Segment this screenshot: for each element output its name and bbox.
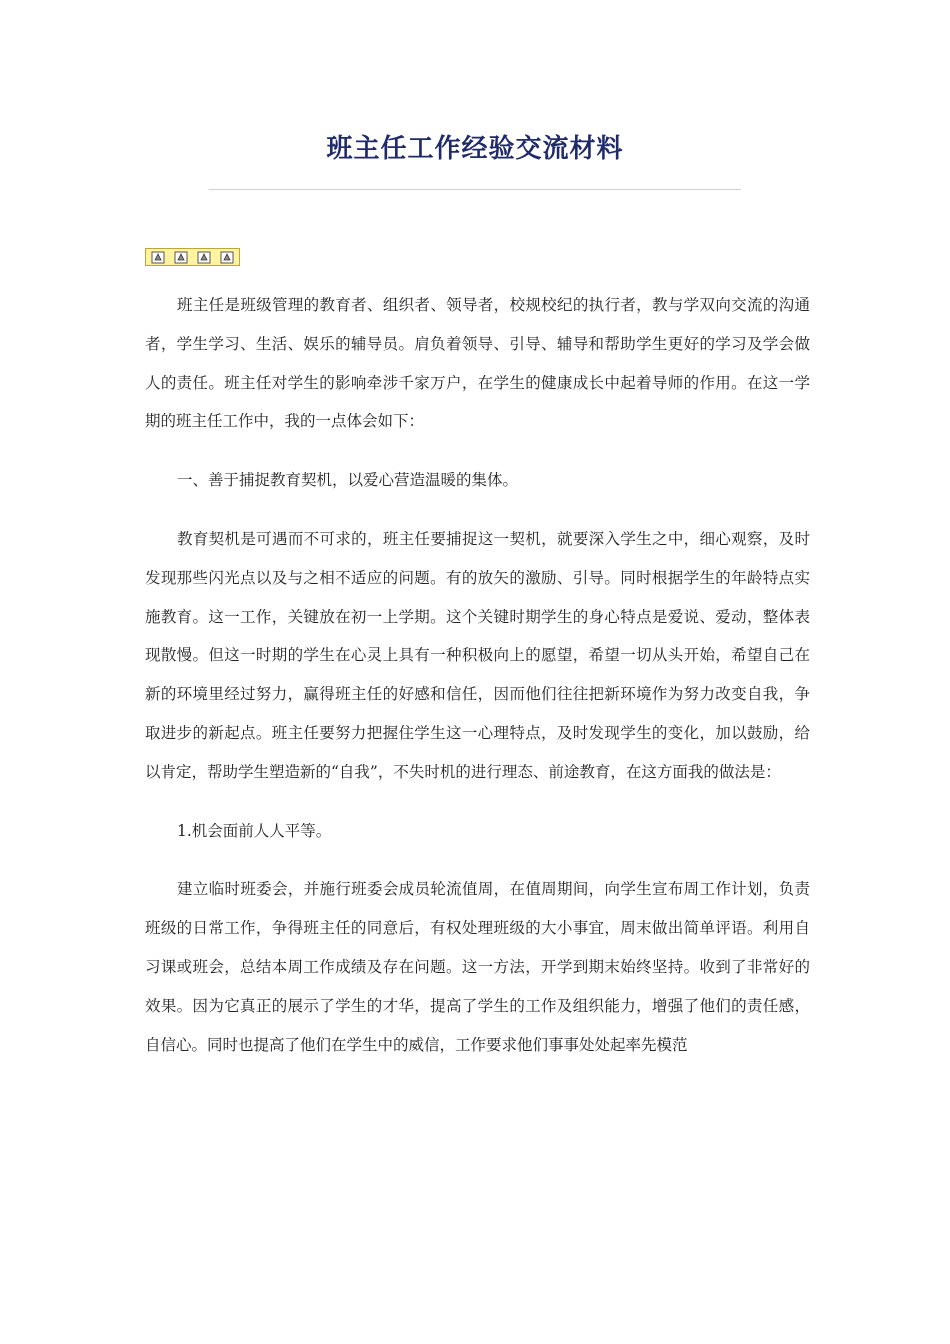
star-rating-icon (196, 250, 213, 264)
star-rating-icon (219, 250, 236, 264)
decorative-icon-strip (145, 248, 240, 266)
star-rating-icon (172, 250, 189, 264)
title-divider (209, 189, 741, 190)
document-body (145, 286, 810, 1084)
subheading-1: 1.机会面前人人平等。 (177, 821, 332, 840)
section-heading-1: 一、善于捕捉教育契机，以爱心营造温暖的集体。 (177, 471, 519, 490)
paragraph-intro: 班主任是班级管理的教育者、组织者、领导者，校规校纪的执行者，教与学双向交流的沟通者，学生学习、生活、娱乐的辅导员。肩负着领导、引导、辅导和帮助学生更好的学习及学会做人的责任。班主任对学生的影响牵涉千家万户，在学生的健康成长中起着导师的作用。在这一学期的班主任工作中，我的一点体会如下： (145, 296, 810, 431)
paragraph-class-committee: 建立临时班委会，并施行班委会成员轮流值周，在值周期间，向学生宣布周工作计划，负责班级的日常工作，争得班主任的同意后，有权处理班级的大小事宜，周末做出简单评语。利用自习课或班会，总结本周工作成绩及存在问题。这一方法，开学到期末始终坚持。收到了非常好的效果。因为它真正的展示了学生的才华，提高了学生的工作及组织能力，增强了他们的责任感，自信心。同时也提高了他们在学生中的威信，工作要求他们事事处处起率先模范 (145, 880, 810, 1054)
star-rating-icon (149, 250, 166, 264)
document-title: 班主任工作经验交流材料 (326, 134, 624, 164)
paragraph-education-opportunity: 教育契机是可遇而不可求的，班主任要捕捉这一契机，就要深入学生之中，细心观察，及时发现那些闪光点以及与之相不适应的问题。有的放矢的激励、引导。同时根据学生的年龄特点实施教育。这一工作，关键放在初一上学期。这个关键时期学生的身心特点是爱说、爱动，整体表现散慢。但这一时期的学生在心灵上具有一种积极向上的愿望，希望一切从头开始，希望自己在新的环境里经过努力，赢得班主任的好感和信任，因而他们往往把新环境作为努力改变自我，争取进步的新起点。班主任要努力把握住学生这一心理特点，及时发现学生的变化，加以鼓励，给以肯定，帮助学生塑造新的“自我”，不失时机的进行理态、前途教育，在这方面我的做法是： (145, 529, 810, 781)
